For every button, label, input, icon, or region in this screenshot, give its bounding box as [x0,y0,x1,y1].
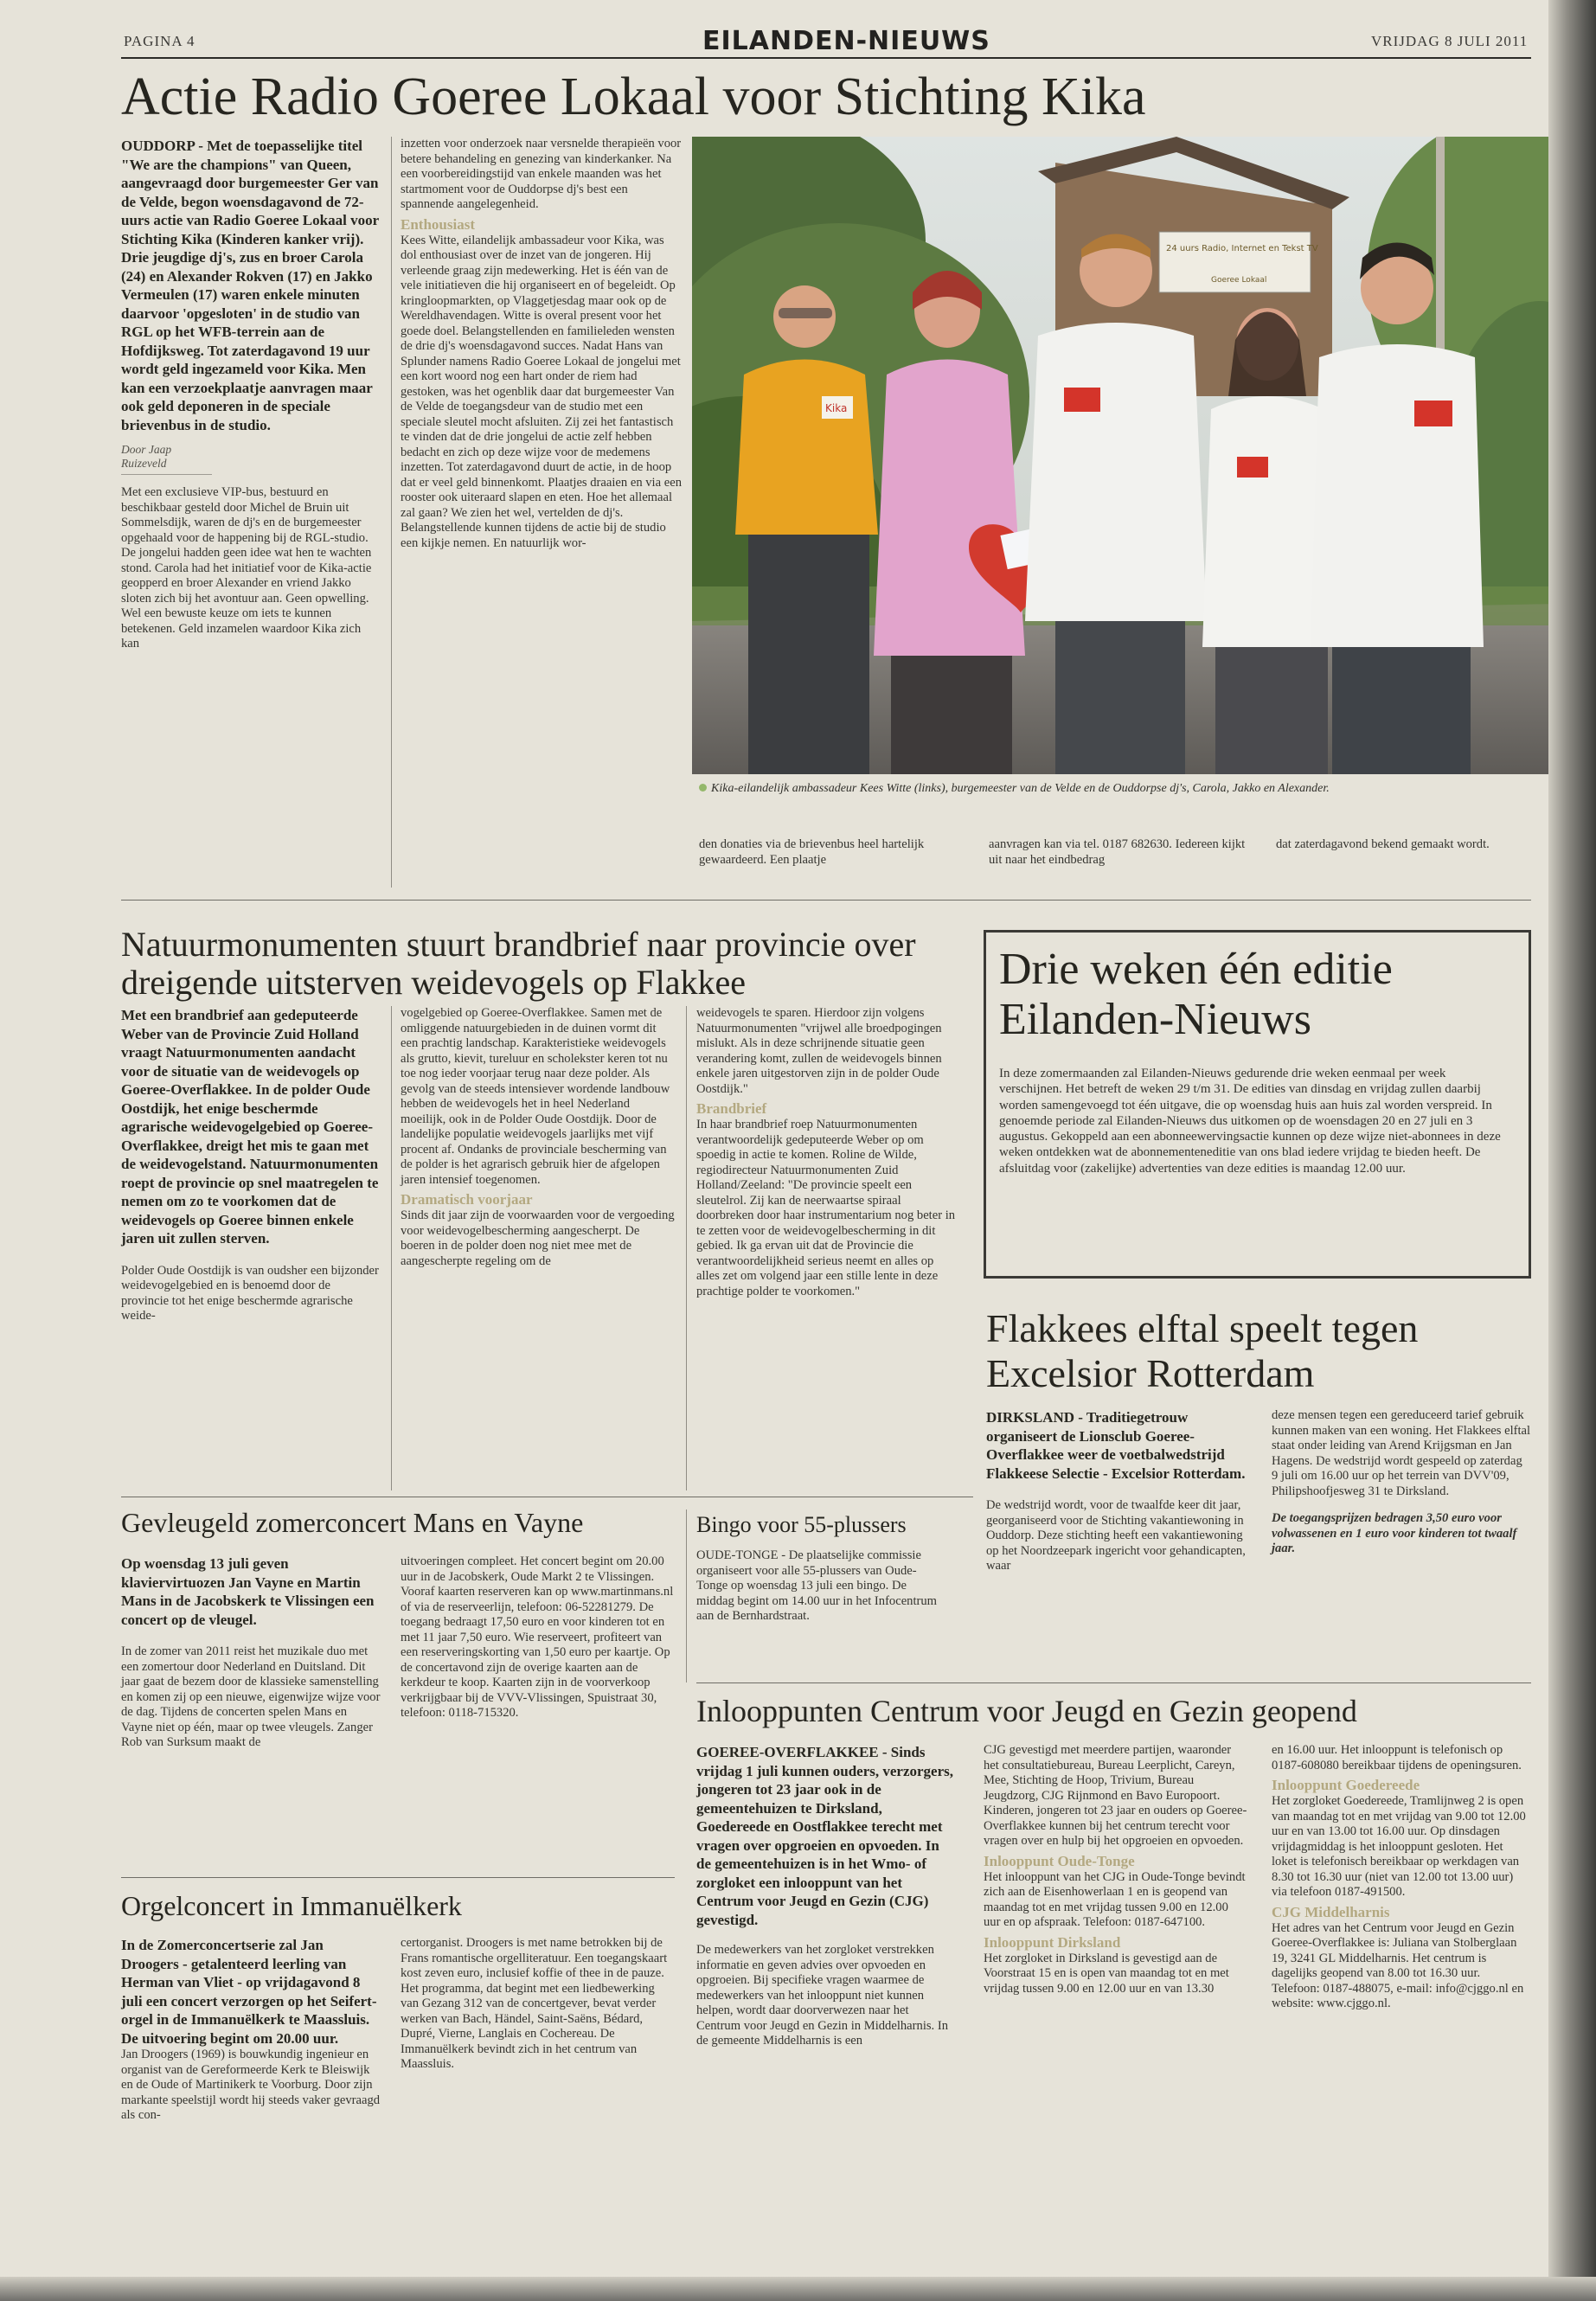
header-rule [121,57,1531,59]
headline-bingo: Bingo voor 55-plussers [696,1512,907,1537]
kika-logo-text-1: Kika [825,402,848,414]
orgel-lead: In de Zomerconcertserie zal Jan Droogers - getalenteerd leerling van Herman van Vliet - op vrijdagavond 8 juli een concert verzorgen op het Seifert-orgel in de Immanuëlkerk te Maassluis. De uitvoering begint om 20.00 uur. [121,1937,377,2047]
natuur-lead: Met een brandbrief aan gedeputeerde Weber van de Provincie Zuid Holland vraagt Natuurmonumenten aandacht voor de situatie van de weidevogels op Goeree-Overflakkee. In de polder Oude Oostdijk, het enige beschermde agrarische weidevogelgebied op Goeree-Overflakkee, dreigt het mis te gaan met de weidevogelstand. Natuurmonumenten roept de provincie op snel maatregelen te nemen om zo te voorkomen dat de weidevogels op Goeree binnen enkele jaren uit zullen sterven. [121,1007,379,1247]
kika-end-text-3: dat zaterdagavond bekend gemaakt wordt. [1276,837,1490,851]
flakkees-prices: De toegangsprijzen bedragen 3,50 euro voor volwassenen en 1 euro voor kinderen tot twaalf jaar. [1272,1511,1517,1555]
inloop-col3-text-c: Het adres van het Centrum voor Jeugd en Gezin Goeree-Overflakkee is: Juliana van Stolberglaan 19, 3241 GL Middelharnis. Het centrum is dagelijks geopend van 8.00 tot 16.30 uur. Telefoon: 0187-488075, e-mail: info@cjggo.nl en website: www.cjggo.nl. [1272,1920,1524,2010]
gevleugeld-column-1 [121,1554,381,1751]
inloop-subhead-goedereede: Inlooppunt Goedereede [1272,1777,1420,1793]
flakkees-col2-text: deze mensen tegen een gereduceerd tarief gebruik kunnen maken van een woning. Het Flakkees elftal staat onder leiding van Arend Krijgsman en Jan Hagens. De wedstrijd wordt gespeeld op zaterdag 9 juli om 16.00 uur op het terrein van DVV'09, Philipshoofjesweg 31 te Dirksland. [1272,1408,1531,1498]
issue-date: VRIJDAG 8 JULI 2011 [1371,33,1529,49]
section-rule [696,1682,1531,1683]
headline-natuurmonumenten: Natuurmonumenten stuurt brandbrief naar provincie over dreigende uitsterven weidevogels op Flakkee [121,925,916,1002]
inloop-col2-text-b: Het inlooppunt van het CJG in Oude-Tonge bevindt zich aan de Eisenhowerlaan 1 en is geopend van maandag tot en met vrijdag tussen 9.00 en 12.00 uur en op afspraak. Telefoon: 0187-647100. [984,1869,1246,1929]
headline-drie-weken: Drie weken één editie Eilanden-Nieuws [999,945,1393,1044]
section-rule [121,900,1531,901]
masthead: EILANDEN-NIEUWS [702,26,990,56]
flakkees-column-2 [1272,1408,1531,1557]
natuur-column-1 [121,1006,381,1324]
kika-end-text-1: den donaties via de brievenbus heel hartelijk gewaardeerd. Een plaatje [699,837,925,867]
natuur-col2-text-b: Sinds dit jaar zijn de voorwaarden voor de vergoeding voor weidevogelbescherming aangescherpt. De boeren in de polder doen nog niet mee met de aangescherpte regeling om de [401,1208,675,1268]
section-rule [121,1877,675,1878]
inloop-col1-text: De medewerkers van het zorgloket verstrekken informatie en geven advies over opvoeden en opgroeien. Bij specifieke vragen waarmee de medewerkers van het inlooppunt niet kunnen helpen, wordt daar doorverwezen naar het Centrum voor Jeugd en Gezin in Middelharnis. In de gemeente Middelharnis is een [696,1943,949,2048]
photo-caption-text: Kika-eilandelijk ambassadeur Kees Witte (links), burgemeester van de Velde en de Ouddorpse dj's, Carola, Jakko en Alexander. [711,782,1330,795]
inloop-col3-text-a: en 16.00 uur. Het inlooppunt is telefonisch op 0187-608080 bereikbaar tijdens de openingsuren. [1272,1743,1522,1772]
headline-flakkees: Flakkees elftal speelt tegen Excelsior Rotterdam [986,1306,1419,1395]
inloop-subhead-dirksland: Inlooppunt Dirksland [984,1933,1121,1951]
inloop-subhead-cjg-middelharnis: CJG Middelharnis [1272,1903,1390,1920]
natuur-col3-text-a: weidevogels te sparen. Hierdoor zijn volgens Natuurmonumenten "vrijwel alle broedpogingen mislukt. Als in deze schrijnende situatie geen verandering komt, zullen de weidevogels binnen enkele jaren uitgestorven zijn in de polder Oude Oostdijk." [696,1006,942,1096]
column-divider [686,1509,687,1682]
inloop-subhead-oude-tonge: Inlooppunt Oude-Tonge [984,1852,1135,1869]
orgel-col2-text: certorganist. Droogers is met name betrokken bij de Frans romantische orgelliteratuur. Een toegangskaart kost zeven euro, inclusief koffie of thee in de pauze. Het programma, dat begint met een liedbewerking van Gezang 312 van de concertgever, bevat verder werken van Bach, Händel, Saint-Saëns, Bédard, Dupré, Vierne, Langlais en Cochereau. De Immanuëlkerk bevindt zich in het centrum van Maassluis. [401,1936,668,2071]
flakkees-col1-text: De wedstrijd wordt, voor de twaalfde keer dit jaar, georganiseerd voor de Stichting vakantiewoning in Ouddorp. Deze stichting heeft een vakantiewoning op het Noordzeepark ingericht voor gehandicapten, waar [986,1498,1246,1573]
inloop-col2-text-c: Het zorgloket in Dirksland is gevestigd aan de Voorstraat 15 en is open van maandag tot en met vrijdag tussen 9.00 en 12.00 uur en van 13.30 [984,1951,1229,1996]
gevleugeld-col1-text: In de zomer van 2011 reist het muzikale duo met een zomertour door Nederland en Duitsland. Dit jaar gaat de bezem door de klassieke samenstelling en komen zij op een nieuwe, eigenwijze wijze voor de dag. Tijdens de concerten spelen Mans en Vayne niet op één, maar op twee vleugels. Zanger Rob van Surksum maakt de [121,1644,381,1749]
natuur-column-3 [696,1006,956,1299]
flakkees-lead: DIRKSLAND - Traditiegetrouw organiseert de Lionsclub Goeree-Overflakkee weer de voetbalwedstrijd Flakkeese Selectie - Excelsior Rotterdam. [986,1409,1246,1482]
headline-kika: Actie Radio Goeree Lokaal voor Stichting Kika [121,67,1146,126]
natuur-col2-text-a: vogelgebied op Goeree-Overflakkee. Samen met de omliggende natuurgebieden in de duinen vormt dit een prachtig landschap. Karakteristieke weidevogels als grutto, kievit, tureluur en scholekster keren tot nu toe nog ieder voorjaar terug naar deze polder. Als gevolg van de steeds intensiever wordende landbouw hebben de weidevogels het in heel Nederland moeilijk, ook in de Polder Oude Oostdijk. Door de landelijke populatie weidevogels jaarlijks met vijf procent af. Ondanks de provinciale bescherming van de polder is het agrarisch gebruik hier de afgelopen jaren intensief toegenomen. [401,1006,670,1187]
page-edge-shadow [1548,0,1596,2301]
gevleugeld-lead: Op woensdag 13 juli geven klaviervirtuozen Jan Vayne en Martin Mans in de Jacobskerk te Vlissingen een concert op de vleugel. [121,1555,375,1628]
column-divider [686,1006,687,1490]
inloop-column-2 [984,1743,1247,1997]
natuur-column-2 [401,1006,676,1269]
kika-col1-text: Met een exclusieve VIP-bus, bestuurd en beschikbaar gesteld door Michel de Bruin uit Sommelsdijk, waren de dj's en de burgemeester opgehaald voor de happening bij de RGL-studio. De jongelui hadden geen idee wat hen te wachten stond. Carola had het initiatief voor de Kika-actie geopperd en broer Alexander en vriend Jakko sloten zich bij het avontuur aan. Geen opwelling. Wel een bewuste keuze om iets te kunnen betekenen. Geld inzamelen waardoor Kika zich kan [121,485,372,651]
inloop-column-3 [1272,1743,1527,2012]
kika-lead: OUDDORP - Met de toepasselijke titel "We are the champions" van Queen, aangevraagd door burgemeester Ger van de Velde, begon woensdagavond de 72-uurs actie van Radio Goeree Lokaal voor Stichting Kika (Kinderen kanker vrij). Drie jeugdige dj's, zus en broer Carola (24) en Alexander Rokven (17) en Jakko Vermeulen (17) waren enkele minuten daarvoor 'opgesloten' in de studio van RGL op het WFB-terrein aan de Hofdijksweg. Tot zaterdagavond 19 uur wordt geld ingezameld voor Kika. Men kan een verzoekplaatje aanvragen maar ook geld deponeren in de speciale brievenbus in de studio. [121,138,379,433]
inloop-col3-text-b: Het zorgloket Goedereede, Tramlijnweg 2 is open van maandag tot en met vrijdag van 9.00 tot 12.00 uur en van 13.00 tot 16.00 uur. Op dinsdagen vrijdagmiddag is het inlooppunt gesloten. Het loket is telefonisch bereikbaar op werkdagen van 8.30 tot 16.30 uur (niet van 12.00 tot 13.00 uur) via telefoon 0187-491500. [1272,1794,1526,1899]
flakkees-column-1 [986,1408,1246,1574]
kika-column-2 [401,137,682,551]
kika-col2-text-b: Kees Witte, eilandelijk ambassadeur voor Kika, was dol enthousiast over de inzet van de jongeren. Hij verleende graag zijn medewerking. Het is één van de vele initiatieven die hij organiseert en of begeleidt. Op kringloopmarkten, op Vlaggetjesdag maar ook op de Wereldhavendagen. Witte is overal present voor het goede doel. Belangstellenden en familieleden wensten de drie dj's woensdagavond succes. Nadat Hans van Splunder namens Radio Goeree Lokaal de jongelui met een kort woord nog een hart onder de riem had gestoken, was het ogenblik daar dat burgemeester Van de Velde de toegangsdeur van de studio met een speciale sleutel mocht afsluiten. Zij zei het fantastisch te vinden dat de drie jongelui de actie zelf hebben bedacht en zich op deze wijze voor de medemens inzetten. Tot zaterdagavond duurt de actie, in de hoop dat er veel geld binnenkomt. Plaatjes draaien en via een rooster ook uiteraard slapen en eten. Hoe het allemaal zal gaan? We zien het wel, vertelden de dj's. Belangstellende kunnen tijdens de actie bij de studio een kijkje nemen. En natuurlijk wor- [401,233,682,550]
kika-photo [692,137,1557,774]
caption-bullet-icon [699,784,707,792]
kika-column-1 [121,137,381,652]
natuur-subhead-brandbrief: Brandbrief [696,1100,767,1117]
page-bottom-shadow [0,2277,1596,2301]
headline-gevleugeld: Gevleugeld zomerconcert Mans en Vayne [121,1507,584,1538]
kika-col2-text-a: inzetten voor onderzoek naar versnelde therapieën voor betere behandeling en genezing van kinderkanker. Na een voorbereidingstijd van enkele maanden was het startmoment voor de Ouddorpse dj's best een spannende aangelegenheid. [401,137,682,211]
headline-inlooppunten: Inlooppunten Centrum voor Jeugd en Gezin geopend [696,1694,1357,1728]
orgel-column-1 [121,1936,381,2124]
kika-byline: Door Jaap Ruizeveld [121,443,212,475]
kika-photo-illustration [692,137,1557,774]
inloop-col2-text-a: CJG gevestigd met meerdere partijen, waaronder het consultatiebureau, Bureau Leerplicht, Careyn, Mee, Stichting de Hoop, Trivium, Bureau Jeugdzorg, CJG Rijnmond en Bavo Europoort. Kinderen, jongeren tot 23 jaar en ouders op Goeree-Overflakkee kunnen bij het centrum terecht voor vragen over en hulp bij het opgroeien en opvoeden. [984,1743,1247,1848]
kika-end-text-2: aanvragen kan via tel. 0187 682630. Iedereen kijkt uit naar het eindbedrag [989,837,1246,867]
natuur-subhead-dramatisch: Dramatisch voorjaar [401,1191,533,1208]
photo-caption [699,781,1538,796]
column-divider [391,1006,392,1490]
inloop-lead: GOEREE-OVERFLAKKEE - Sinds vrijdag 1 juli kunnen ouders, verzorgers, jongeren tot 23 jaar ook in de gemeentehuizen te Dirksland, Goedereede en Oostflakkee terecht met vragen over opgroeien en opvoeden. In de gemeentehuizen is in het Wmo- of zorgloket een inlooppunt van het Centrum voor Jeugd en Gezin (CJG) gevestigd. [696,1744,954,1928]
natuur-col3-text-b: In haar brandbrief roep Natuurmonumenten verantwoordelijk gedeputeerde Weber op om spoedig in actie te komen. Roline de Wilde, regiodirecteur Natuurmonumenten Zuid Holland/Zeeland: "De provincie speelt een sleutelrol. Zij kan de neerwaartse spiraal doorbreken door haar instrumentarium nog beter in te zetten voor de weidevogelbescherming in dit gebied. Ik ga ervan uit dat de Provincie die verantwoordelijkheid serieus neemt en alles op alles zet om volgend jaar een stille lente in deze prachtige polder te voorkomen." [696,1118,956,1298]
headline-orgelconcert: Orgelconcert in Immanuëlkerk [121,1890,462,1921]
inloop-column-1 [696,1743,956,2049]
studio-sign-text-2: Goeree Lokaal [1211,276,1267,285]
kika-subhead-enthousiast: Enthousiast [401,215,475,233]
column-divider [391,137,392,888]
bingo-text: OUDE-TONGE - De plaatselijke commissie organiseert voor alle 55-plussers van Oude-Tonge op woensdag 13 juli een bingo. De middag begint om 14.00 uur in het Infocentrum aan de Bernhardstraat. [696,1548,938,1623]
studio-sign-text: 24 uurs Radio, Internet en Tekst TV [1166,244,1318,253]
orgel-col1-text: Jan Droogers (1969) is bouwkundig ingenieur en organist van de Gereformeerde Kerk te Bleiswijk en de Oude of Martinikerk te Voorburg. Door zijn markante speelstijl wordt hij steeds vaker gevraagd als con- [121,2048,381,2122]
gevleugeld-col2-text: uitvoeringen compleet. Het concert begint om 20.00 uur in de Jacobskerk, Oude Markt 2 te Vlissingen. Vooraf kaarten reserveren kan op www.martinmans.nl of via de reserveerlijn, telefoon: 06-52281279. De toegang bedraagt 17,50 euro en voor kinderen tot en met 11 jaar 7,50 euro. Wie reserveert, profiteert van een reserveringskorting van 1,50 euro per kaartje. Op de concertavond zijn de overige kaarten aan de kerkdeur te koop. Kaarten zijn in de voorverkoop verkrijgbaar bij de VVV-Vlissingen, Spuistraat 30, telefoon: 0118-715320. [401,1554,674,1720]
drie-weken-text: In deze zomermaanden zal Eilanden-Nieuws gedurende drie weken eenmaal per week verschijnen. Het betreft de weken 29 t/m 31. De edities van dinsdag en vrijdag zullen daarbij worden samengevoegd tot één uitgave, die op woensdag huis aan huis zal worden verspreid. In genoemde periode zal Eilanden-Nieuws dus uitkomen op de woensdagen 20 en 27 juli en 3 augustus. Gekoppeld aan een abonneewervingsactie kunnen op deze wijze niet-abonnees in deze weken ontdekken wat de abonnementeneditie van ons blad iedere vrijdag te bieden heeft. De afsluitdag voor (zakelijke) advertenties van deze edities is maandag 12.00 uur. [999,1067,1501,1176]
natuur-col1-text: Polder Oude Oostdijk is van oudsher een bijzonder weidevogelgebied en is benoemd door de provincie tot het enige beschermde agrarische weide- [121,1263,379,1323]
page-number: PAGINA 4 [124,33,195,49]
